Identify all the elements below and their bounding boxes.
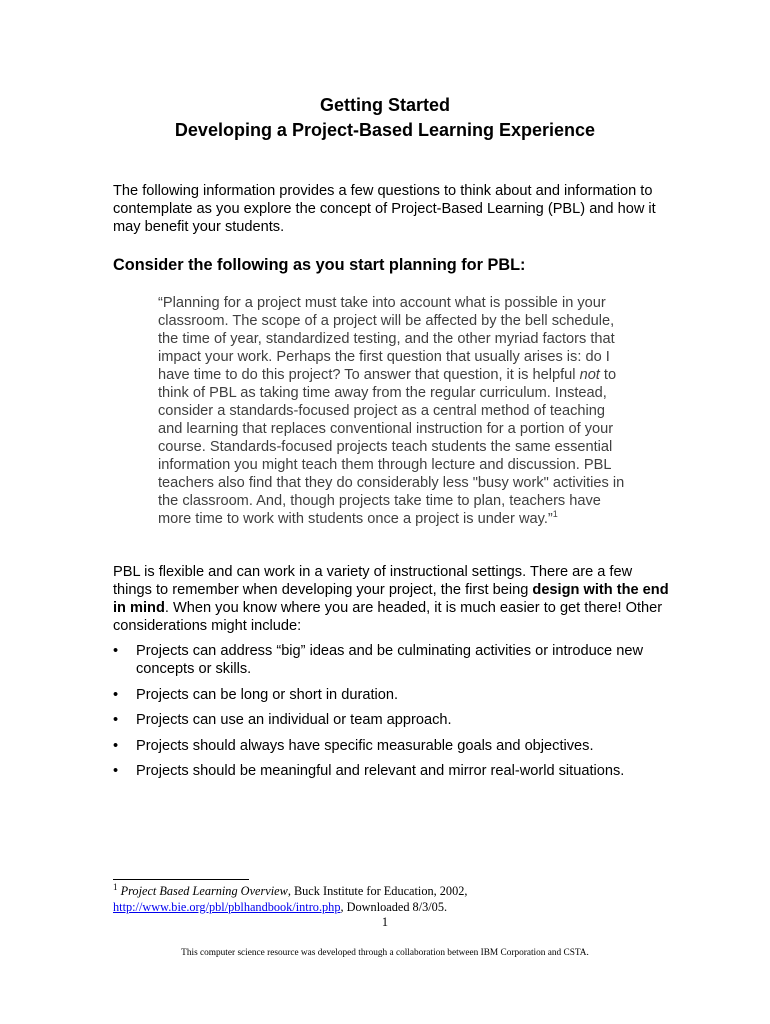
footnote-divider bbox=[113, 879, 249, 880]
pbl-bold-phrase: design with the end in mind bbox=[113, 582, 669, 616]
list-item bbox=[113, 711, 673, 729]
footnote-source-title: Project Based Learning Overview bbox=[120, 884, 288, 898]
footnote-source-rest: , Buck Institute for Education, 2002, bbox=[287, 884, 468, 898]
intro-paragraph: The following information provides a few questions to think about and information to contemplate as you explore the concept of Project-Based Learning (PBL) and how it may benefit your students. bbox=[113, 183, 656, 235]
credit-line: This computer science resource was developed through a collaboration between IBM Corporation and CSTA. bbox=[181, 948, 589, 958]
considerations-list bbox=[113, 642, 673, 788]
pbl-text-2: . When you know where you are headed, it is much easier to get there! Other considerations might include: bbox=[113, 600, 663, 634]
footnote-number: 1 bbox=[113, 881, 118, 892]
footnote bbox=[113, 883, 673, 915]
page-subtitle: Developing a Project-Based Learning Experience bbox=[174, 120, 596, 140]
page-title: Getting Started bbox=[319, 95, 450, 115]
block-quote bbox=[158, 294, 628, 528]
bullet-icon: • bbox=[113, 686, 119, 703]
list-item-text: Projects can be long or short in duration. bbox=[136, 686, 399, 703]
footnote-reference[interactable]: 1 bbox=[552, 509, 558, 520]
pbl-text-1: PBL is flexible and can work in a variety of instructional settings. There are a few things to remember when developing your project, the first being bbox=[113, 564, 633, 598]
quote-text-2: to think of PBL as taking time away from the regular curriculum. Instead, consider a standards-focused project as a central method of teaching and learning that replaces conventional instruction for a portion of your course. Standards-focused projects teach students the same essential information you might teach them through lecture and discussion. PBL teachers also find that they do considerably less "busy work" activities in the classroom. And, though projects take time to plan, teachers have more time to work with students once a project is under way.” bbox=[158, 367, 625, 527]
quote-emphasis: not bbox=[579, 367, 600, 383]
footnote-downloaded: , Downloaded 8/3/05. bbox=[340, 900, 448, 914]
footnote-link[interactable]: http://www.bie.org/pbl/pblhandbook/intro.php bbox=[113, 900, 341, 914]
list-item bbox=[113, 737, 673, 755]
list-item bbox=[113, 642, 673, 678]
quote-text-1: “Planning for a project must take into account what is possible in your classroom. The scope of a project will be affected by the bell schedule, the time of year, standardized testing, and the other myriad factors that impact your work. Perhaps the first question that usually arises is: do I have time to do this project? To answer that question, it is helpful bbox=[158, 295, 615, 383]
bullet-icon: • bbox=[113, 643, 119, 659]
list-item-text: Projects should always have specific measurable goals and objectives. bbox=[136, 737, 594, 754]
section-heading: Consider the following as you start planning for PBL: bbox=[113, 256, 526, 274]
pbl-paragraph bbox=[113, 563, 673, 635]
bullet-icon: • bbox=[113, 737, 119, 754]
page-number: 1 bbox=[381, 915, 389, 929]
list-item bbox=[113, 686, 673, 704]
list-item-text: Projects can use an individual or team approach. bbox=[136, 712, 452, 728]
bullet-icon: • bbox=[113, 712, 119, 728]
list-item-text: Projects should be meaningful and relevant and mirror real-world situations. bbox=[136, 763, 625, 779]
bullet-icon: • bbox=[113, 763, 119, 779]
list-item-text: Projects can address “big” ideas and be culminating activities or introduce new concepts or skills. bbox=[136, 643, 643, 677]
list-item bbox=[113, 762, 673, 780]
